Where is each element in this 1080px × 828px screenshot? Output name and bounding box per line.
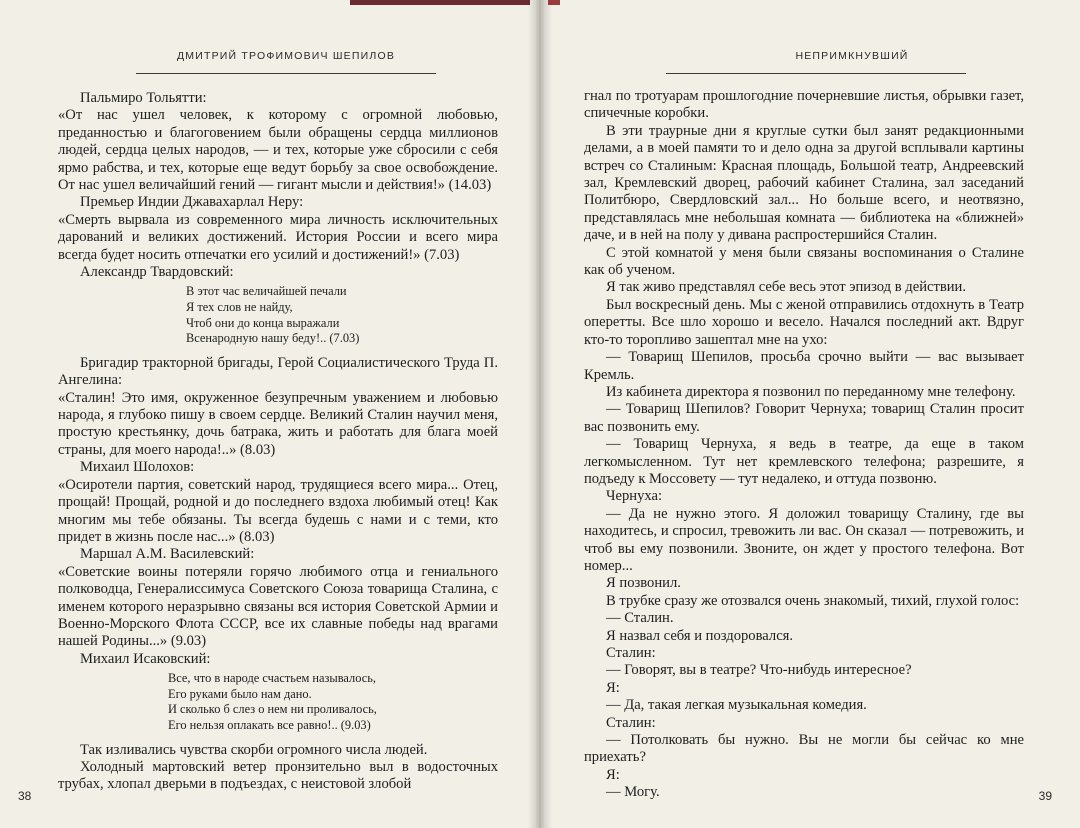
paragraph: гнал по тротуарам прошлогодние почерневшие листья, обрывки газет, спичечные коробки. [584, 88, 1024, 122]
paragraph: Я так живо представлял себе весь этот эпизод в действии. [606, 279, 967, 296]
paragraph: «Советские воины потеряли горячо любимого отца и гениального полководца, Генералиссимуса Советского Союза товарища Сталина, с именем которого неразрывно связаны вся история Советской Армии и Военно-Морского Флота СССР, все их славные победы над врагами нашей Родины...» (9.03) [58, 563, 498, 650]
paragraph: «От нас ушел человек, к которому с огромной любовью, преданностью и благоговением были обращены сердца миллионов людей, сердца целых народов, — и тех, которые уже сбросили с себя ярмо рабства, и тех, которые еще ведут борьбу за свое освобождение. От нас ушел величайший гений — гигант мысли и действия!» (14.03) [58, 107, 498, 194]
bookmark-ribbon [548, 0, 560, 5]
poem-line: Всенародную нашу беду!.. (7.03) [186, 331, 360, 346]
paragraph: Из кабинета директора я позвонил по переданному мне телефону. [606, 383, 1016, 400]
paragraph: Премьер Индии Джавахарлал Неру: [80, 194, 304, 211]
poem-line: И сколько б слез о нем ни проливалось, [168, 702, 377, 717]
poem-stanza [58, 671, 498, 733]
left-page [0, 0, 536, 828]
poem-line: Все, что в народе счастьем называлось, [168, 671, 376, 686]
paragraph: Я: [606, 679, 620, 696]
right-header-rule [666, 73, 966, 74]
paragraph: «Смерть вырвала из современного мира личность исключительных дарований и великих достижений. История России и всего мира всегда будет носить отпечатки его усилий и достижений!» (7.03) [58, 211, 498, 263]
poem-line: Его руками было нам дано. [168, 686, 312, 701]
paragraph: Я: [606, 766, 620, 783]
paragraph: — Товарищ Шепилов, просьба срочно выйти — вас вызывает Кремль. [584, 349, 1024, 383]
paragraph: — Да не нужно этого. Я доложил товарищу Сталину, где вы находитесь, и спросил, тревожить ли вас. Он сказал — потревожить, и чтоб вы ему позвонили. Звоните, он ждет у простого телефона. Вот номер... [584, 505, 1024, 574]
right-running-header: НЕПРИМКНУВШИЙ [795, 50, 909, 62]
paragraph: — Да, такая легкая музыкальная комедия. [606, 697, 867, 714]
book-gutter [528, 0, 552, 828]
paragraph: В трубке сразу же отозвался очень знакомый, тихий, глухой голос: [606, 592, 1020, 609]
paragraph: — Товарищ Шепилов? Говорит Чернуха; товарищ Сталин просит вас позвонить ему. [584, 401, 1024, 435]
paragraph: Был воскресный день. Мы с женой отправились отдохнуть в Театр оперетты. Все шло хорошо и весело. Начался последний акт. Вдруг кто-то торопливо зашептал мне на ухо: [584, 296, 1024, 348]
paragraph: Маршал А.М. Василевский: [80, 546, 255, 563]
left-page-number: 38 [18, 789, 32, 803]
paragraph: Сталин: [606, 645, 656, 661]
right-page [544, 0, 1080, 828]
paragraph: Бригадир тракторной бригады, Герой Социалистического Труда П. Ангелина: [58, 354, 498, 389]
right-page-number: 39 [1038, 789, 1052, 803]
paragraph: Так изливались чувства скорби огромного числа людей. [80, 741, 428, 758]
paragraph: С этой комнатой у меня были связаны воспоминания о Сталине как об ученом. [584, 244, 1024, 279]
poem-line: Чтоб они до конца выражали [186, 315, 340, 330]
paragraph: — Говорят, вы в театре? Что-нибудь интересное? [606, 662, 912, 679]
left-page-text [58, 90, 498, 794]
paragraph: Чернуха: [606, 488, 663, 505]
paragraph: — Потолковать бы нужно. Вы не могли бы сейчас ко мне приехать? [584, 732, 1024, 766]
paragraph: Михаил Шолохов: [80, 459, 195, 476]
paragraph: — Сталин. [606, 610, 674, 627]
left-running-header: ДМИТРИЙ ТРОФИМОВИЧ ШЕПИЛОВ [176, 50, 396, 62]
right-page-text [584, 88, 1024, 802]
cover-edge [350, 0, 530, 5]
paragraph: — Товарищ Чернуха, я ведь в театре, да еще в таком легкомысленном. Тут нет кремлевского телефона; разрешите, я подъеду к Моссовету — тут недалеко, и оттуда позвоню. [584, 436, 1024, 487]
paragraph: Я назвал себя и поздоровался. [606, 627, 794, 644]
paragraph: В эти траурные дни я круглые сутки был занят редакционными делами, а в моей памяти то и дело одна за другой всплывали картины встреч со Сталиным: Красная площадь, Большой театр, Андреевский зал, Кремлевский дворец, рабочий кабинет Сталина, зал заседаний Политбюро, Свердловский зал... Но больше всего, и неотвязно, представлялась мне небольшая комната — библиотека на «ближней» даче, и в ней на полу у дивана распростершийся Сталин. [584, 122, 1024, 244]
paragraph: — Могу. [606, 784, 660, 801]
poem-stanza [58, 284, 498, 346]
paragraph: Холодный мартовский ветер пронзительно выл в водосточных трубах, хлопал дверьми в подъездах, с неистовой злобой [58, 758, 498, 793]
paragraph: Я позвонил. [606, 575, 681, 592]
poem-line: В этот час величайшей печали [186, 284, 347, 299]
poem-line: Я тех слов не найду, [186, 300, 293, 315]
left-header-rule [136, 73, 436, 74]
paragraph: Пальмиро Тольятти: [80, 90, 207, 106]
paragraph: Сталин: [606, 714, 656, 731]
paragraph: Александр Твардовский: [80, 264, 234, 281]
paragraph: «Сталин! Это имя, окруженное безупречным уважением и любовью народа, я глубоко пишу в своем сердце. Великий Сталин научил меня, простую крестьянку, дочь батрака, жить и работать для блага моей страны, для моего народа!..» (8.03) [58, 389, 498, 458]
paragraph: Михаил Исаковский: [80, 650, 211, 667]
paragraph: «Осиротели партия, советский народ, трудящиеся всего мира... Отец, прощай! Прощай, родной и до последнего вздоха любимый отец! Как многим мы тебе обязаны. Ты всегда будешь с нами и с теми, кто придет в жизнь после нас...» (8.03) [58, 476, 498, 545]
poem-line: Его нельзя оплакать все равно!.. (9.03) [168, 717, 371, 732]
